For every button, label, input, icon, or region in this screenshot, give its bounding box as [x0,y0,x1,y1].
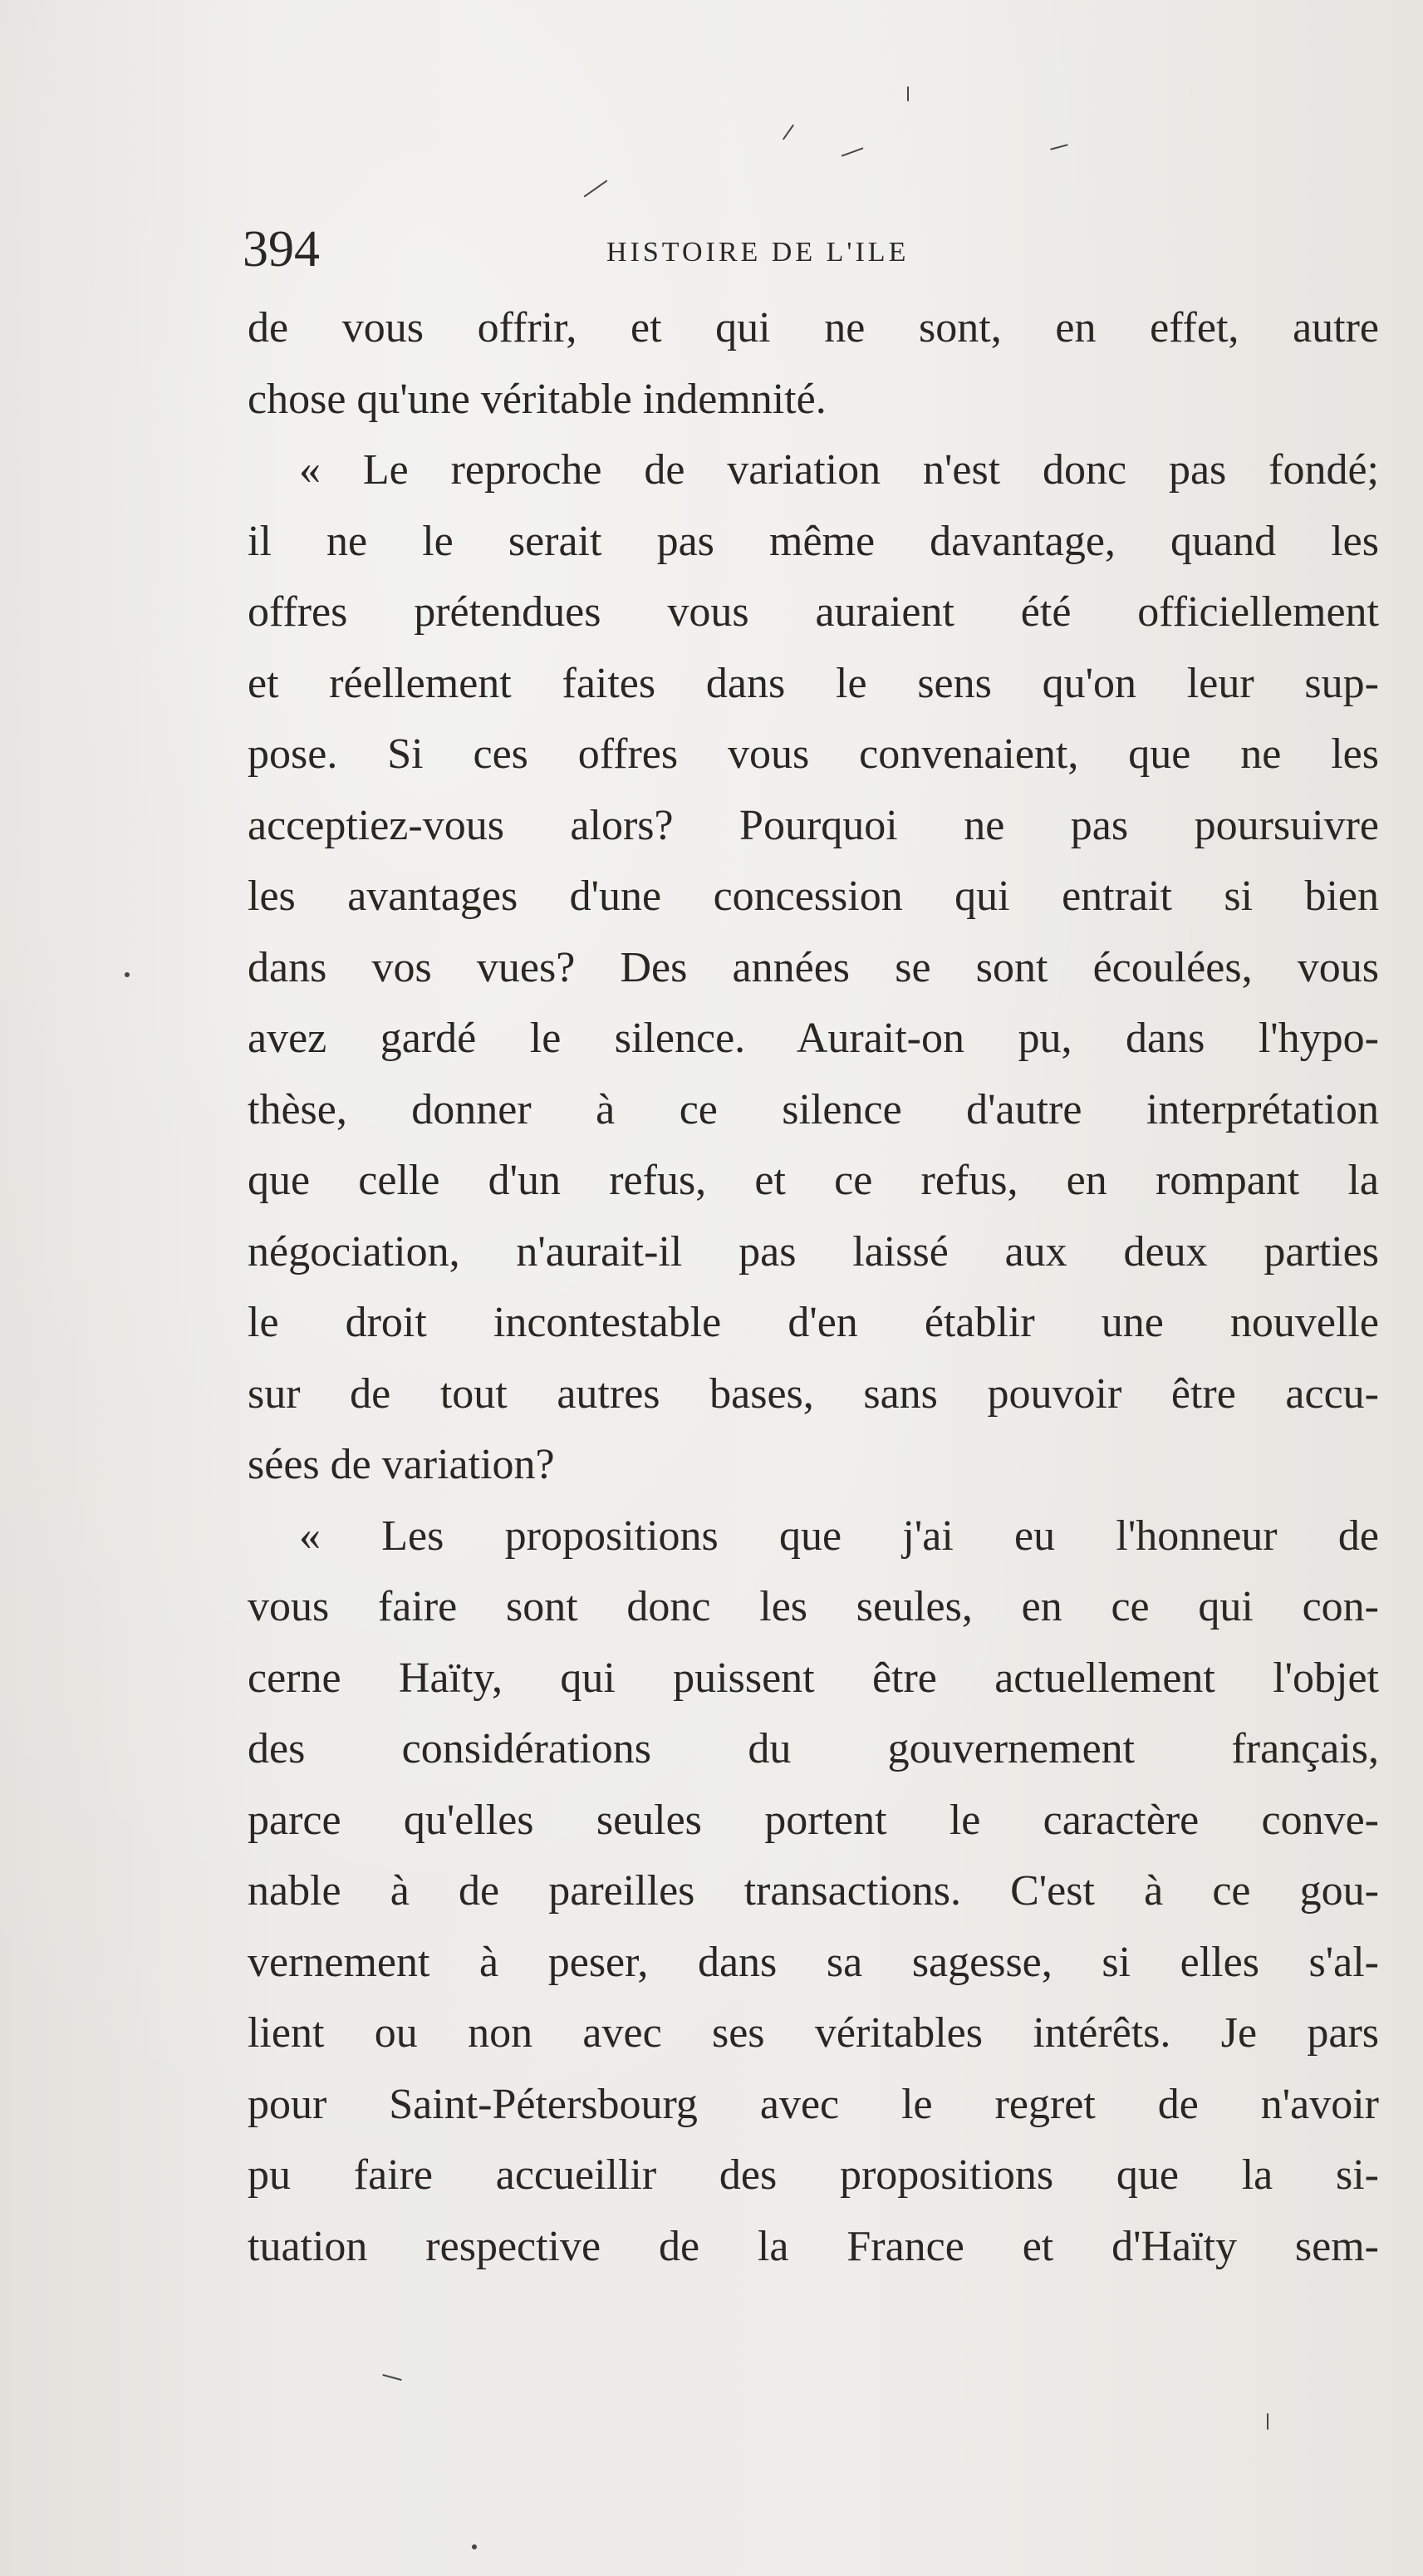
text-line: offres prétendues vous auraient été officiellement [248,588,1379,636]
page-number: 394 [243,221,320,278]
text-line: pour Saint-Pétersbourg avec le regret de n'avoir [248,2080,1379,2128]
text-line: lient ou non avec ses véritables intérêts. Je pars [248,2009,1379,2057]
running-title: HISTOIRE DE L'ILE [606,237,910,268]
text-line: avez gardé le silence. Aurait-on pu, dans l'hypo- [248,1015,1379,1062]
text-line: parce qu'elles seules portent le caractère conve- [248,1796,1379,1844]
paper-blemish [382,2374,402,2381]
text-line: que celle d'un refus, et ce refus, en rompant la [248,1157,1379,1204]
text-line: le droit incontestable d'en établir une nouvelle [248,1299,1379,1346]
text-line: de vous offrir, et qui ne sont, en effet, autre [248,304,1379,351]
text-line: négociation, n'aurait-il pas laissé aux deux parties [248,1227,1379,1276]
paper-blemish [907,86,909,101]
text-line: pu faire accueillir des propositions que la si- [248,2151,1379,2199]
text-line: acceptiez-vous alors? Pourquoi ne pas poursuivre [248,801,1379,849]
paragraph-first-line: « Les propositions que j'ai eu l'honneur de [299,1512,1379,1560]
paper-blemish [1050,144,1068,150]
text-line: sur de tout autres bases, sans pouvoir être accu- [248,1369,1379,1418]
text-line: thèse, donner à ce silence d'autre interprétation [248,1085,1379,1133]
paper-blemish [842,147,864,156]
text-line: chose qu'une véritable indemnité. [248,375,827,423]
text-line: nable à de pareilles transactions. C'est à ce gou- [248,1867,1379,1915]
paper-blemish [1267,2413,1268,2430]
page-header [0,216,1423,283]
text-line: vous faire sont donc les seules, en ce qui con- [248,1583,1379,1630]
paper-blemish [472,2544,477,2549]
text-line: les avantages d'une concession qui entrait si bien [248,873,1379,920]
text-line: pose. Si ces offres vous convenaient, que ne les [248,730,1379,778]
text-line: il ne le serait pas même davantage, quand les [248,517,1379,565]
paragraph-first-line: « Le reproche de variation n'est donc pas fondé; [299,446,1379,494]
text-line: vernement à peser, dans sa sagesse, si elles s'al- [248,1938,1379,1986]
text-line: cerne Haïty, qui puissent être actuellement l'objet [248,1654,1379,1702]
text-line: sées de variation? [248,1441,555,1488]
paper-blemish [783,124,794,140]
text-line: dans vos vues? Des années se sont écoulées, vous [248,943,1379,991]
paper-blemish [584,179,608,197]
text-line: des considérations du gouvernement français, [248,1725,1379,1772]
body-text [248,293,1379,2282]
paper-blemish [125,972,130,977]
text-line: tuation respective de la France et d'Haïty sem- [248,2222,1379,2270]
text-line: et réellement faites dans le sens qu'on leur sup- [248,659,1379,707]
